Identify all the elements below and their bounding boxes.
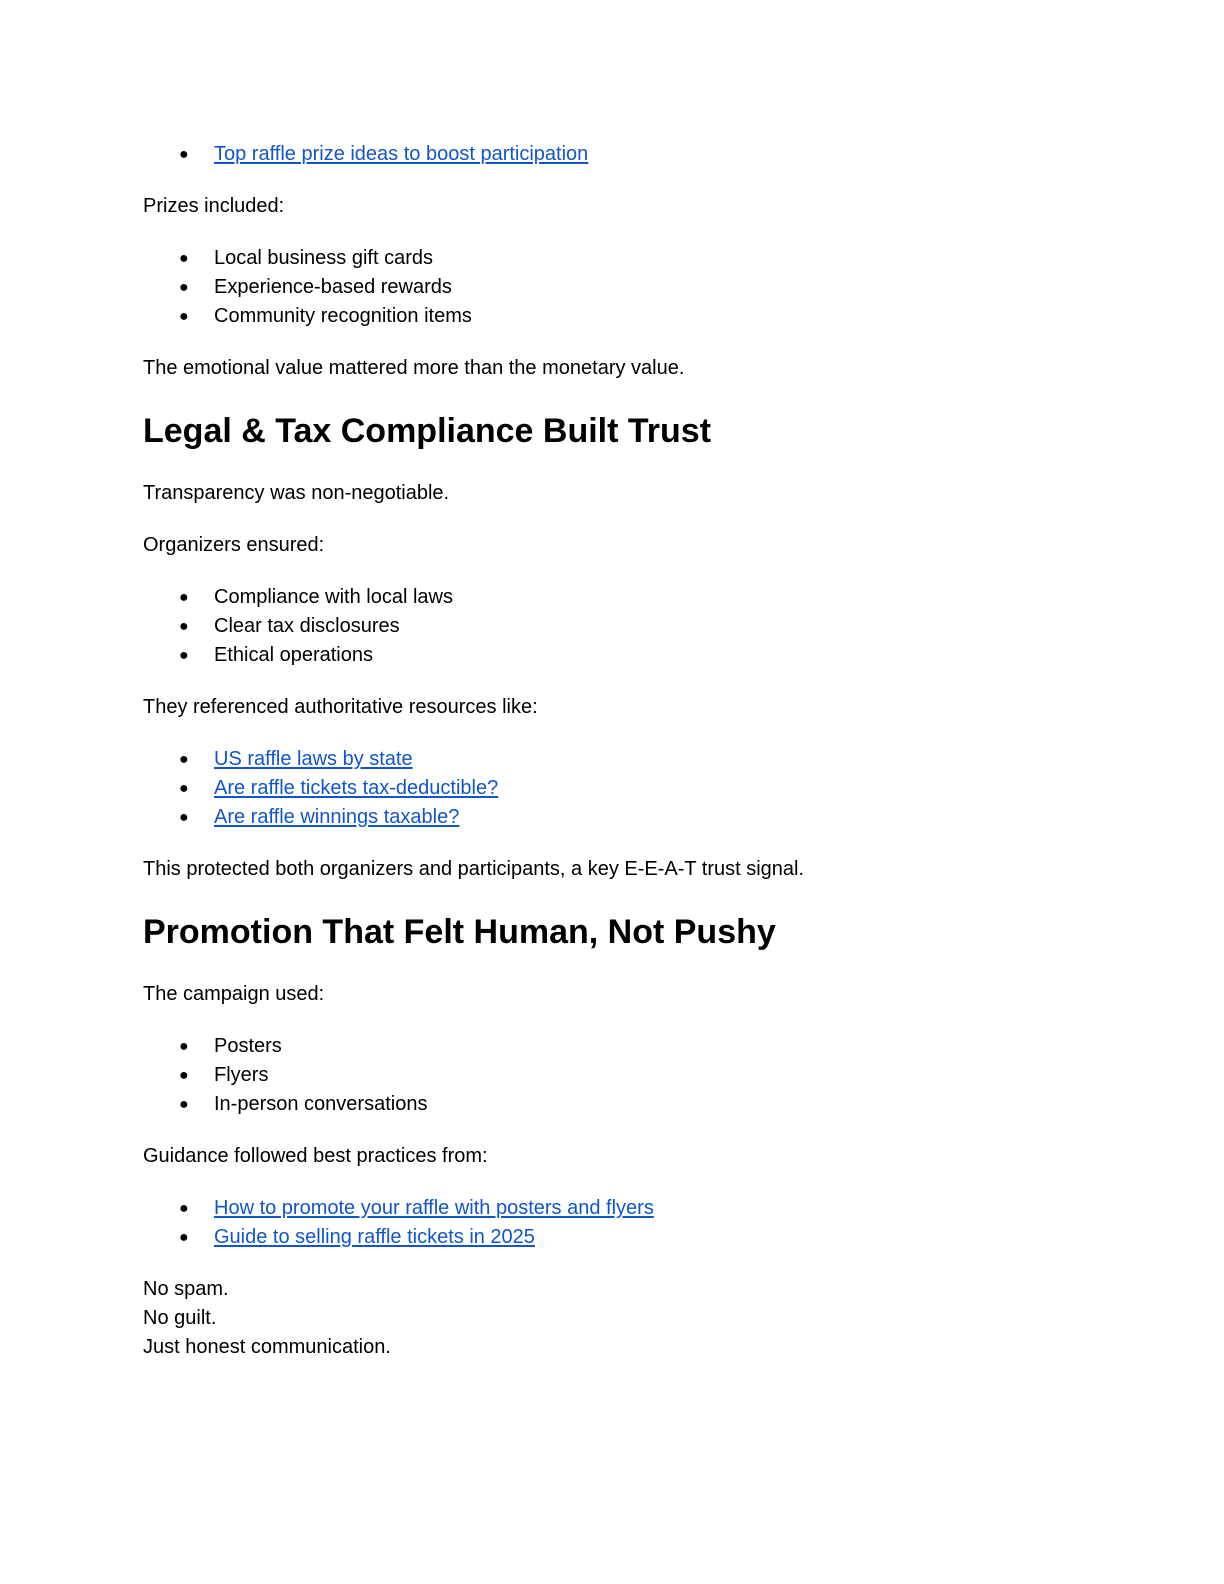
closing-line-2: No guilt. [143, 1307, 217, 1329]
list-item: ● Local business gift cards [143, 244, 1103, 273]
prizes-list [143, 244, 1103, 331]
promote-raffle-link[interactable]: How to promote your raffle with posters and flyers [214, 1197, 654, 1219]
document-page [143, 140, 1103, 1362]
selling-tickets-guide-link[interactable]: Guide to selling raffle tickets in 2025 [214, 1226, 535, 1248]
list-item: ● In-person conversations [143, 1090, 1103, 1119]
list-item: ● Flyers [143, 1061, 1103, 1090]
raffle-prize-ideas-link[interactable]: Top raffle prize ideas to boost participation [214, 143, 589, 165]
list-item [143, 803, 1103, 832]
top-link-list [143, 140, 1103, 169]
ensured-list [143, 583, 1103, 670]
list-item: ● Compliance with local laws [143, 583, 1103, 612]
list-item [143, 140, 1103, 169]
winnings-taxable-link[interactable]: Are raffle winnings taxable? [214, 806, 460, 828]
tax-deductible-link[interactable]: Are raffle tickets tax-deductible? [214, 777, 499, 799]
list-item: ● Community recognition items [143, 302, 1103, 331]
legal-paragraph-1: Transparency was non-negotiable. [143, 482, 450, 504]
legal-paragraph-3: They referenced authoritative resources like: [143, 696, 538, 718]
list-item [143, 1223, 1103, 1252]
list-item: ● Posters [143, 1032, 1103, 1061]
list-item: ● Experience-based rewards [143, 273, 1103, 302]
legal-heading: Legal & Tax Compliance Built Trust [143, 412, 712, 450]
resources-list [143, 745, 1103, 832]
closing-line-3: Just honest communication. [143, 1336, 391, 1358]
raffle-laws-link[interactable]: US raffle laws by state [214, 748, 413, 770]
list-item [143, 745, 1103, 774]
prizes-conclusion: The emotional value mattered more than the monetary value. [143, 357, 685, 379]
campaign-list [143, 1032, 1103, 1119]
closing-line-1: No spam. [143, 1278, 229, 1300]
promotion-paragraph-2: Guidance followed best practices from: [143, 1145, 488, 1167]
promotion-paragraph-1: The campaign used: [143, 983, 325, 1005]
list-item [143, 774, 1103, 803]
guides-list [143, 1194, 1103, 1252]
legal-paragraph-4: This protected both organizers and participants, a key E-E-A-T trust signal. [143, 858, 805, 880]
list-item: ● Ethical operations [143, 641, 1103, 670]
prizes-intro: Prizes included: [143, 195, 285, 217]
legal-paragraph-2: Organizers ensured: [143, 534, 325, 556]
list-item [143, 1194, 1103, 1223]
list-item: ● Clear tax disclosures [143, 612, 1103, 641]
promotion-heading: Promotion That Felt Human, Not Pushy [143, 913, 776, 951]
